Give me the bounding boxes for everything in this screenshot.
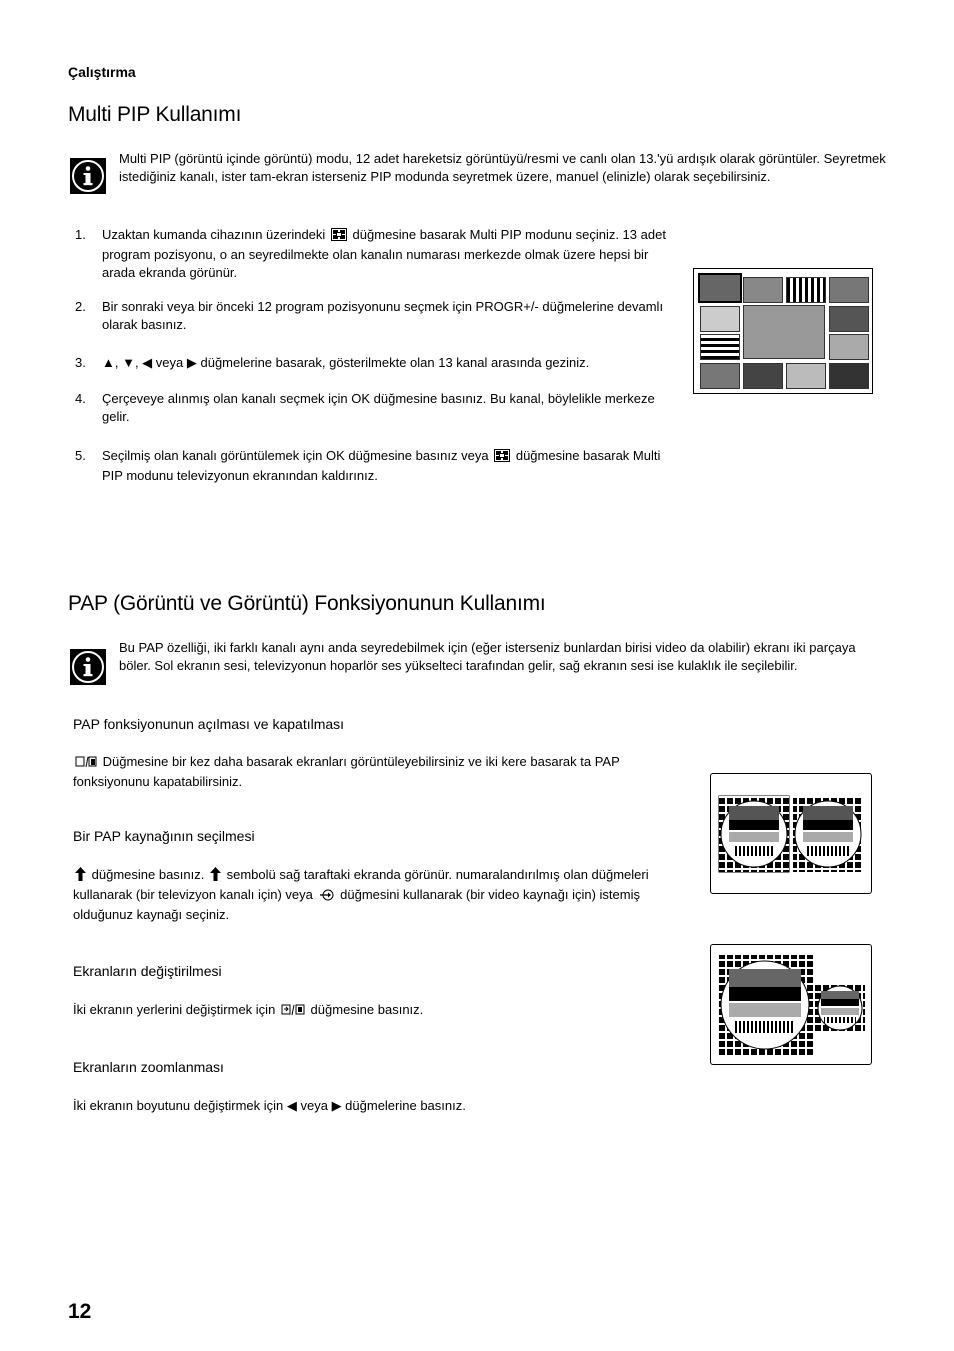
pip-thumbnail — [700, 334, 740, 360]
pap-info: Bu PAP özelliği, iki farklı kanalı aynı anda seyredebilmek için (eğer isterseniz bunlardan birisi video da olabilir) ekranı iki parçaya böler. Sol ekranın sesi, televizyonun hoparlör ses yükselteci tarafından gelir, sağ ekranın sesi ise kulaklık ile seçilebilir. — [119, 640, 856, 673]
pip-thumbnail — [786, 363, 826, 389]
up-arrow-icon — [210, 867, 221, 886]
multi-pip-button-icon — [494, 449, 510, 467]
info-icon — [70, 649, 106, 685]
step-number: 2. — [75, 299, 86, 314]
up-arrow-icon — [75, 867, 86, 886]
pap-source-text: düğmesine basınız. sembolü sağ taraftaki ekranda görünür. numaralandırılmış olan düğmeleri kullanarak (bir televizyon kanalı için) veya düğmesini kullanarak (bir video kaynağı için) istemiş olduğunuz kaynağı seçiniz. — [73, 867, 649, 922]
step-2: Bir sonraki veya bir önceki 12 program pozisyonunu seçmek için PROGR+/- düğmelerine devamlı olarak basınız. — [102, 299, 664, 332]
pip-thumbnail — [698, 273, 742, 303]
pip-thumbnail — [829, 306, 869, 332]
pap-split-screen-illustration — [710, 773, 872, 894]
pip-thumbnail — [700, 363, 740, 389]
pap-zoom-screen-illustration — [710, 944, 872, 1065]
pap-title: PAP (Görüntü ve Görüntü) Fonksiyonunun Kullanımı — [68, 592, 546, 615]
swap-screens-heading: Ekranların değiştirilmesi — [73, 963, 222, 979]
step-3: ▲, ▼, ◀ veya ▶ düğmelerine basarak, gösterilmekte olan 13 kanal arasında geziniz. — [102, 355, 590, 370]
step-number: 1. — [75, 227, 86, 242]
step-number: 3. — [75, 355, 86, 370]
pip-thumbnail — [743, 363, 783, 389]
pip-thumbnail — [829, 334, 869, 360]
page-number: 12 — [68, 1300, 92, 1323]
multi-pip-screen-illustration — [693, 268, 873, 394]
pip-thumbnail — [700, 306, 740, 332]
multi-pip-button-icon — [331, 228, 347, 246]
multi-pip-info: Multi PIP (görüntü içinde görüntü) modu, 12 adet hareketsiz görüntüyü/resmi ve canlı olan 13.'yü ardışık olarak görüntüler. Seyretmek istediğiniz kanalı, ister tam-ekran isterseniz PIP modunda seyretmek üzere, manuel (elinizle) olarak seçebilirsiniz. — [119, 151, 886, 184]
pap-source-heading: Bir PAP kaynağının seçilmesi — [73, 828, 255, 844]
zoom-screens-heading: Ekranların zoomlanması — [73, 1059, 224, 1075]
pip-thumbnail — [786, 277, 826, 303]
swap-screens-icon — [281, 1003, 305, 1021]
pip-thumbnail — [829, 363, 869, 389]
step-number: 5. — [75, 448, 86, 463]
section-label: Çalıştırma — [68, 64, 136, 80]
pip-thumbnail — [743, 277, 783, 303]
step-number: 4. — [75, 391, 86, 406]
pap-button-icon — [75, 755, 97, 773]
step-1: Uzaktan kumanda cihazının üzerindeki düğmesine basarak Multi PIP modunu seçiniz. 13 adet program pozisyonu, o an seyredilmekte olan kanalın numarası merkezde olmak üzere hepsi bir arada ekranda görünür. — [102, 227, 666, 280]
info-icon — [70, 158, 106, 194]
video-input-icon — [319, 888, 335, 906]
step-4: Çerçeveye alınmış olan kanalı seçmek için OK düğmesine basınız. Bu kanal, böylelikle merkeze gelir. — [102, 391, 655, 424]
pap-toggle-text: Düğmesine bir kez daha basarak ekranları görüntüleyebilirsiniz ve iki kere basarak ta PAP fonksiyonunu kapatabilirsiniz. — [73, 754, 620, 789]
pip-center-thumbnail — [743, 305, 825, 359]
step-5: Seçilmiş olan kanalı görüntülemek için OK düğmesine basınız veya düğmesine basarak Multi PIP modunu televizyonun ekranından kaldırınız. — [102, 448, 661, 483]
swap-screens-text: İki ekranın yerlerini değiştirmek için düğmesine basınız. — [73, 1001, 688, 1021]
multi-pip-title: Multi PIP Kullanımı — [68, 103, 242, 126]
pap-toggle-heading: PAP fonksiyonunun açılması ve kapatılması — [73, 716, 345, 732]
zoom-screens-text: İki ekranın boyutunu değiştirmek için ◀ veya ▶ düğmelerine basınız. — [73, 1098, 466, 1113]
pip-thumbnail — [829, 277, 869, 303]
